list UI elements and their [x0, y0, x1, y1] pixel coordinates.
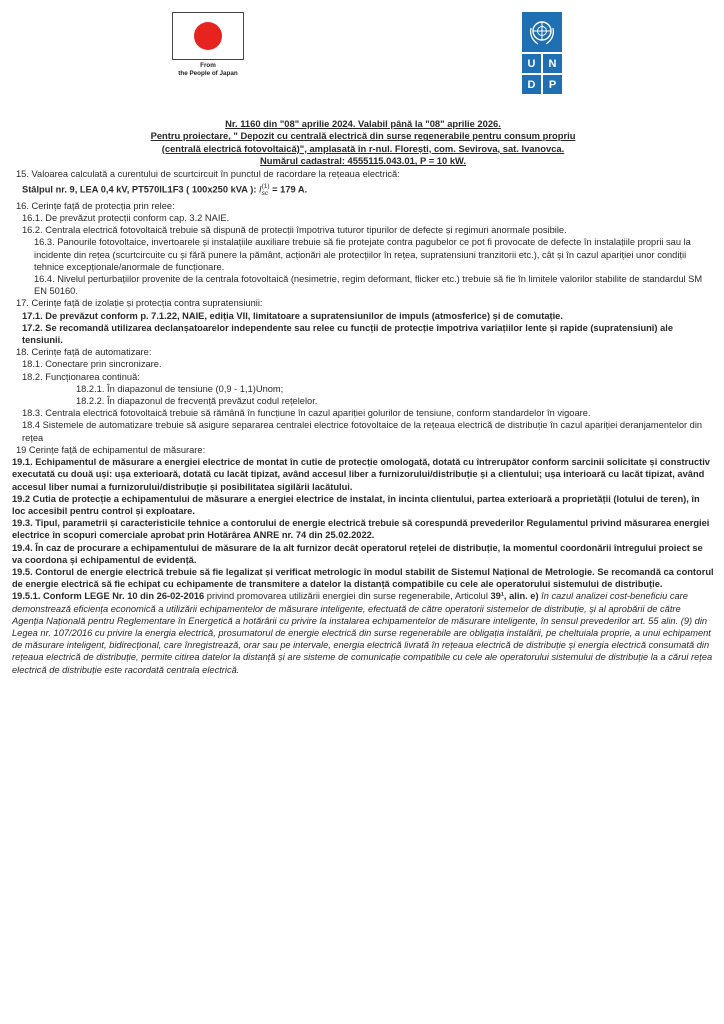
section-16-3: 16.3. Panourile fotovoltaice, invertoarele și instalațiile auxiliare trebuie să fie protejate contra pagubelor ce pot fi provocate de defecte în instalațiile proprii sau la incidente din rețea (scurtcircuite cu și fără punere la pământ, acționări ale protecțiilor în rețea, supratensiuni tranzitorii etc.), cât și în cazul apariției unor condiții tehnice excepționale/anormale de funcționare.	[34, 237, 691, 272]
formula-result: = 179 A.	[269, 184, 308, 195]
japan-flag-logo	[172, 12, 244, 60]
section-18-1: 18.1. Conectare prin sincronizare.	[22, 359, 162, 370]
formula-text: Stâlpul nr. 9, LEA 0,4 kV, PT570IL1F3 ( 100x250 kVA ):	[22, 184, 260, 195]
caption-people-of-japan: the People of Japan	[178, 70, 238, 77]
section-15: 15. Valoarea calculată a curentului de scurtcircuit în punctul de racordare la rețeaua electrică:	[16, 168, 400, 179]
section-17: 17. Cerințe față de izolație și protecția contra supratensiunii:	[16, 298, 263, 309]
section-18-2-2: 18.2.2. În diapazonul de frecvență prevăzut codul rețelelor.	[76, 396, 318, 407]
section-16-2: 16.2. Centrala electrică fotovoltaică trebuie să dispună de protecții împotriva tuturor tipurilor de defecte și regimuri anormale posibile.	[22, 225, 567, 236]
section-18: 18. Cerințe față de automatizare:	[16, 347, 152, 358]
undp-letter-u: U	[522, 54, 541, 73]
section-17-2: 17.2. Se recomandă utilizarea declanșatoarelor independente sau relee cu funcții de protecție împotriva variațiilor lente și rapide (supratensiuni) ale tensiunii.	[22, 322, 673, 346]
red-sun-icon	[194, 22, 222, 50]
section-16-4: 16.4. Nivelul perturbațiilor provenite de la centrala fotovoltaică (nesimetrie, regim deformant, flicker etc.) trebuie să fie în limitele valorilor stabilite de standardul SM EN 50160.	[34, 274, 703, 297]
header-line-4: Numărul cadastral: 4555115.043.01, P = 10 kW.	[260, 155, 466, 167]
law-purpose: privind promovarea utilizării energiei din surse regenerabile, Articolul	[204, 591, 491, 602]
section-16-1: 16.1. De prevăzut protecții conform cap. 3.2 NAIE.	[22, 213, 230, 224]
section-18-2-1: 18.2.1. În diapazonul de tensiune (0,9 - 1,1)Unom;	[76, 383, 284, 394]
section-19-2: 19.2 Cutia de protecție a echipamentului de măsurare a energiei electrice de instalat, în incinta clientului, partea exterioară a proprietății (lotului de teren), în loc accesibil pentru control și exploatare.	[12, 493, 700, 516]
header-line-2: Pentru proiectare, " Depozit cu centrală electrică din surse regenerabile pentru consum propriu	[150, 130, 576, 142]
section-19: 19 Cerințe față de echipamentul de măsurare:	[16, 444, 206, 455]
law-reference: 19.5.1. Conform LEGE Nr. 10 din 26-02-2016	[12, 591, 205, 602]
section-18-2: 18.2. Funcționarea continuă:	[22, 371, 140, 382]
document-header	[12, 118, 714, 168]
formula-superscript: (1)	[261, 182, 270, 190]
undp-letter-d: D	[522, 75, 541, 94]
japan-logo-caption	[162, 62, 254, 78]
law-article: 39¹, alin. e)	[490, 591, 539, 602]
undp-letter-p: P	[543, 75, 562, 94]
caption-from: From	[200, 62, 216, 69]
un-emblem-icon	[522, 12, 562, 52]
section-19-3: 19.3. Tipul, parametrii și caracteristicile tehnice a contorului de energie electrică trebuie să corespundă prevederilor Regulamentul privind măsurarea energiei electrice în scopuri comerciale aprobat prin Hotărârea ANRE nr. 74 din 25.02.2022.	[12, 518, 710, 541]
formula-subscript: sc	[261, 189, 269, 197]
section-18-4: 18.4 Sistemele de automatizare trebuie să asigure separarea centralei electrice fotovoltaice de la rețeaua electrică de distribuție în cazul apariției deranjamentelor din rețea	[22, 420, 703, 443]
section-15-formula	[12, 183, 714, 197]
law-text: în cazul analizei cost-beneficiu care demonstrează eficiența economică a utilizării echipamentelor de măsurare inteligente, efectuată de către operatorii sistemelor de distribuție, și al aprobării de către Agenția Națională pentru Reglementare în Energetică a hotărârii cu privire la instalarea echipamentelor de măsurare inteligente, în sensul prevederilor art. 55 alin. (9) din Legea nr. 107/2016 cu privire la energia electrică, prosumatorul de energie electrică din surse regenerabile are obligația instalării, pe cheltuiala proprie, a unui echipament de măsurare inteligent, bidirecțional, care înregistrează, orar sau pe intervale, energia electrică livrată în rețeaua electrică de distribuție și energia electrică consumată din rețeaua electrică de distribuție, permite citirea datelor la distanță și are sisteme de comunicație compatibile cu cele ale operatorului sistemului de distribuție la a cărui rețea electrică de distribuție este racordată centrala electrică.	[12, 591, 713, 675]
section-19-5-1	[12, 590, 714, 675]
section-18-3: 18.3. Centrala electrică fotovoltaică trebuie să rămână în funcțiune în cazul apariției golurilor de tensiune, conform standardelor în vigoare.	[22, 408, 591, 419]
document-body	[12, 118, 714, 676]
section-19-4: 19.4. În caz de procurare a echipamentului de măsurare de la alt furnizor decât operatorul rețelei de distribuție, la momentul coordonării întregului proiect se va coordona și echipamentul de evidență.	[12, 542, 703, 565]
undp-logo	[522, 12, 562, 94]
undp-letter-n: N	[543, 54, 562, 73]
header-line-1: Nr. 1160 din "08" aprilie 2024. Valabil până la "08" aprilie 2026.	[225, 118, 501, 129]
section-17-1: 17.1. De prevăzut conform p. 7.1.22, NAIE, ediția VII, limitatoare a supratensiunilor de impuls (atmosferice) și de comutație.	[22, 310, 563, 321]
header-line-3: (centrală electrică fotovoltaică)", amplasată în r-nul. Florești, com. Sevirova, sat. Ivanovca.	[161, 142, 565, 154]
section-16: 16. Cerințe față de protecția prin relee:	[16, 200, 175, 211]
section-19-5: 19.5. Contorul de energie electrică trebuie să fie legalizat și verificat metrologic în modul stabilit de Sistemul Național de Metrologie. Se recomandă ca contorul de energie electrică să fie echipat cu echipamente de transmitere a datelor la distanță compatibile cu cele ale operatorului sistemului de distribuție.	[12, 566, 714, 590]
section-19-1: 19.1. Echipamentul de măsurare a energiei electrice de montat în cutie de protecție omologată, dotată cu întrerupător conform sarcinii solicitate și constructiv executată cu două uși: ușa exterioară, dotată cu lacăt tipizat, având accesul liber a furnizorului/distribuție și a clientului; ușa interioară cu lacăt tipizat, având accesul liber numai a furnizorului/distribuție și posibilitatea sigilării lacătului.	[12, 457, 710, 492]
formula-symbol: I	[259, 184, 262, 195]
